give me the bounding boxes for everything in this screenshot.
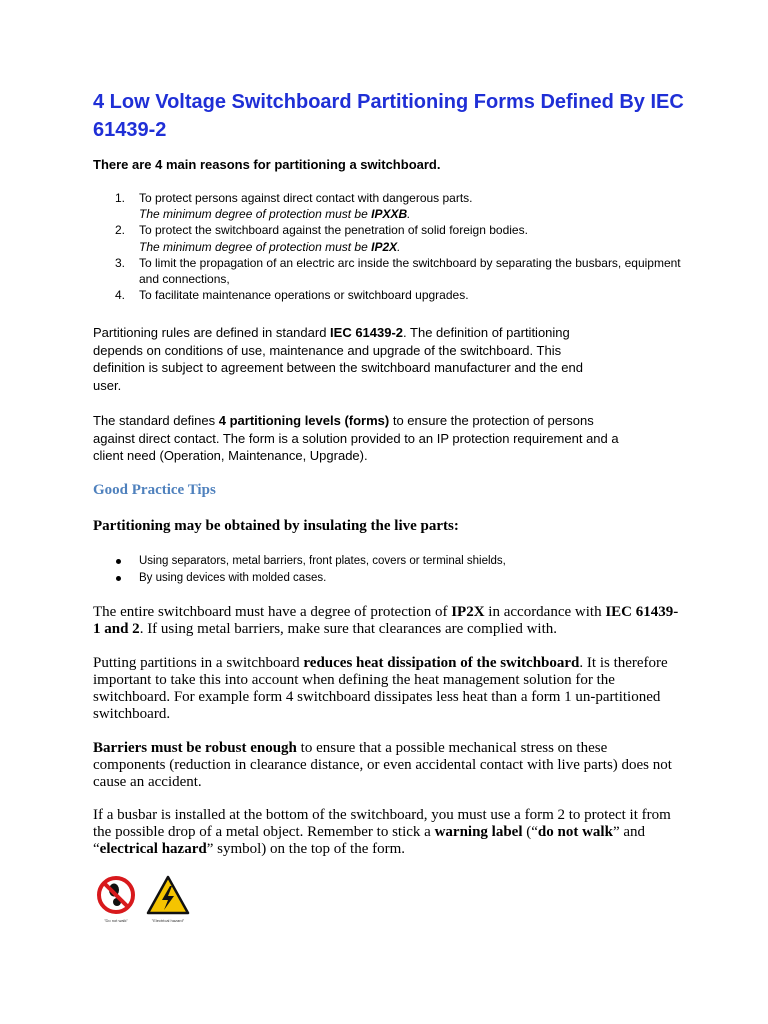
- text: ” symbol) on the top of the form.: [206, 841, 406, 857]
- reasons-list: [93, 190, 683, 303]
- list-item-text: To protect the switchboard against the penetration of solid foreign bodies.: [139, 223, 528, 238]
- text: to ensure the protection of persons against direct contact. The form is a solution provided to an IP protection requirement and a client need (Operation, Maintenance, Upgrade).: [93, 413, 619, 463]
- paragraph-warning-label: [93, 807, 683, 858]
- bold-text: IEC 61439-1 and 2: [93, 604, 679, 637]
- list-item-note: [139, 207, 410, 221]
- list-item-text: Using separators, metal barriers, front plates, covers or terminal shields,: [139, 555, 506, 567]
- list-number: 4.: [115, 288, 126, 303]
- sign-caption: "Electrical hazard": [151, 918, 185, 923]
- bullet-dot: [116, 576, 121, 581]
- bold-text: Barriers must be robust enough: [93, 740, 297, 756]
- list-item: [93, 222, 683, 254]
- list-item: [93, 287, 683, 303]
- note-text: .: [407, 207, 411, 222]
- list-item-text: To protect persons against direct contact with dangerous parts.: [139, 191, 473, 205]
- list-number: 2.: [115, 223, 126, 238]
- list-item-text: To facilitate maintenance operations or switchboard upgrades.: [139, 288, 469, 303]
- bold-text: do not walk: [537, 824, 613, 840]
- list-number: 1.: [115, 191, 126, 205]
- paragraph-protection-degree: [93, 604, 683, 638]
- list-item: [93, 553, 506, 570]
- paragraph-partitioning-levels: [93, 412, 623, 465]
- text: Putting partitions in a switchboard: [93, 655, 304, 671]
- list-item-text: To limit the propagation of an electric arc inside the switchboard by separating the busbars, equipment and connections,: [139, 255, 681, 287]
- bullet-list: [93, 553, 506, 587]
- text: The entire switchboard must have a degree of protection of: [93, 604, 452, 620]
- do-not-walk-icon: [93, 874, 139, 918]
- list-item: [93, 190, 683, 222]
- electrical-hazard-icon: [145, 874, 191, 918]
- bold-text: reduces heat dissipation of the switchboard: [303, 655, 580, 671]
- text: . It is therefore important to take this into account when defining the heat management solution for the switchboard. For example form 4 switchboard dissipates less heat than a form 1 un-partitioned switchboard.: [93, 655, 668, 722]
- paragraph-robust-barriers: [93, 740, 683, 791]
- note-text: The minimum degree of protection must be: [139, 239, 372, 254]
- bold-text: warning label: [434, 824, 523, 840]
- bold-text: IP2X: [451, 604, 485, 620]
- text: ” and “: [93, 824, 646, 857]
- list-item: [93, 570, 506, 587]
- section-heading: Good Practice Tips: [93, 482, 216, 498]
- list-item-note: [139, 240, 400, 254]
- intro-sentence: There are 4 main reasons for partitioning a switchboard.: [93, 157, 441, 172]
- note-text: .: [397, 239, 401, 254]
- list-number: 3.: [115, 255, 126, 270]
- text: If a busbar is installed at the bottom of the switchboard, you must use a form 2 to protect it from the possible drop of a metal object. Remember to stick a: [93, 807, 671, 840]
- note-text: The minimum degree of protection must be: [139, 207, 372, 222]
- paragraph-heat-dissipation: [93, 655, 683, 723]
- text: Partitioning rules are defined in standard: [93, 325, 331, 340]
- paragraph-partitioning-rules: [93, 324, 593, 394]
- text: (“: [522, 824, 538, 840]
- note-code: IP2X: [371, 239, 398, 254]
- text: . The definition of partitioning depends on conditions of use, maintenance and upgrade of the switchboard. This definition is subject to agreement between the switchboard manufacturer and the end user.: [93, 325, 583, 393]
- bold-text: electrical hazard: [99, 841, 207, 857]
- text: . If using metal barriers, make sure that clearances are complied with.: [139, 621, 558, 637]
- text: in accordance with: [484, 604, 606, 620]
- text: to ensure that a possible mechanical stress on these components (reduction in clearance distance, or even accidental contact with live parts) does not cause an accident.: [93, 740, 672, 790]
- warning-signs: [93, 874, 193, 926]
- bold-text: 4 partitioning levels (forms): [218, 413, 390, 428]
- text: The standard defines: [93, 413, 219, 428]
- bold-text: IEC 61439-2: [330, 325, 404, 340]
- bullet-dot: [116, 559, 121, 564]
- tips-intro: Partitioning may be obtained by insulating the live parts:: [93, 518, 459, 534]
- sign-caption: "Do not walk": [104, 918, 128, 923]
- do-not-walk-sign: [93, 874, 139, 923]
- list-item-text: By using devices with molded cases.: [139, 572, 327, 584]
- document-title: 4 Low Voltage Switchboard Partitioning Forms Defined By IEC 61439-2: [93, 91, 684, 141]
- electrical-hazard-sign: [145, 874, 191, 923]
- note-code: IPXXB: [371, 207, 408, 222]
- list-item: [93, 255, 683, 287]
